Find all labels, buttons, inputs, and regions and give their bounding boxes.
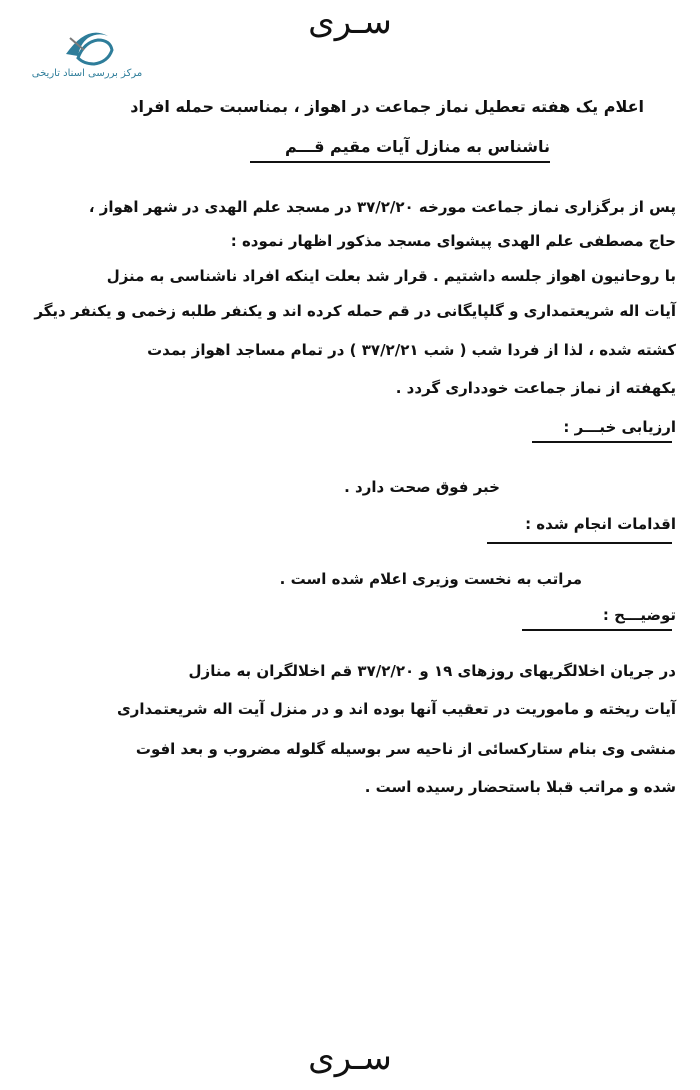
archive-logo-icon xyxy=(58,24,116,68)
classification-mark-bottom: سـری xyxy=(308,1038,392,1078)
body-line: یکهفته از نماز جماعت خودداری گردد . xyxy=(395,379,676,397)
explanation-line: شده و مراتب قبلا باستحضار رسیده است . xyxy=(364,778,676,796)
explanation-line: در جریان اخلالگریهای روزهای ۱۹ و ۳۷/۲/۲۰ قم اخلالگران به منازل xyxy=(188,662,676,680)
assessment-underline xyxy=(532,441,672,443)
document-title-line-2: ناشناس به منازل آیات مقیم قـــم xyxy=(285,137,550,156)
body-line: پس از برگزاری نماز جماعت مورخه ۳۷/۲/۲۰ در مسجد علم الهدی در شهر اهواز ، xyxy=(88,198,676,216)
assessment-heading: ارزیابی خبـــر : xyxy=(563,418,676,436)
actions-text: مراتب به نخست وزیری اعلام شده است . xyxy=(279,570,582,588)
explanation-underline xyxy=(522,629,672,631)
document-title-line-1: اعلام یک هفته تعطیل نماز جماعت در اهواز ، بمناسبت حمله افراد xyxy=(130,97,644,116)
title-underline xyxy=(250,161,550,163)
actions-heading: اقدامات انجام شده : xyxy=(525,515,676,533)
explanation-line: منشی وی بنام ستارکسائی از ناحیه سر بوسیله گلوله مضروب و بعد افوت xyxy=(135,740,676,758)
body-line: کشته شده ، لذا از فردا شب ( شب ۳۷/۲/۲۱ ) در تمام مساجد اهواز بمدت xyxy=(147,341,676,359)
body-line: حاج مصطفی علم الهدی پیشوای مسجد مذکور اظهار نموده : xyxy=(230,232,676,250)
body-line: آیات اله شریعتمداری و گلپایگانی در قم حمله کرده اند و یکنفر طلبه زخمی و یکنفر دیگر xyxy=(34,302,676,320)
explanation-line: آیات ریخته و ماموریت در تعقیب آنها بوده اند و در منزل آیت اله شریعتمداری xyxy=(116,700,676,718)
actions-underline xyxy=(487,542,672,544)
archive-logo xyxy=(22,24,152,86)
body-line: با روحانیون اهواز جلسه داشتیم . قرار شد بعلت اینکه افراد ناشناسی به منزل xyxy=(106,267,676,285)
assessment-text: خبر فوق صحت دارد . xyxy=(344,478,500,496)
archive-logo-caption: مرکز بررسی اسناد تاریخی xyxy=(31,68,143,79)
classification-mark-top: سـری xyxy=(308,2,392,42)
explanation-heading: توضیـــح : xyxy=(602,606,676,624)
